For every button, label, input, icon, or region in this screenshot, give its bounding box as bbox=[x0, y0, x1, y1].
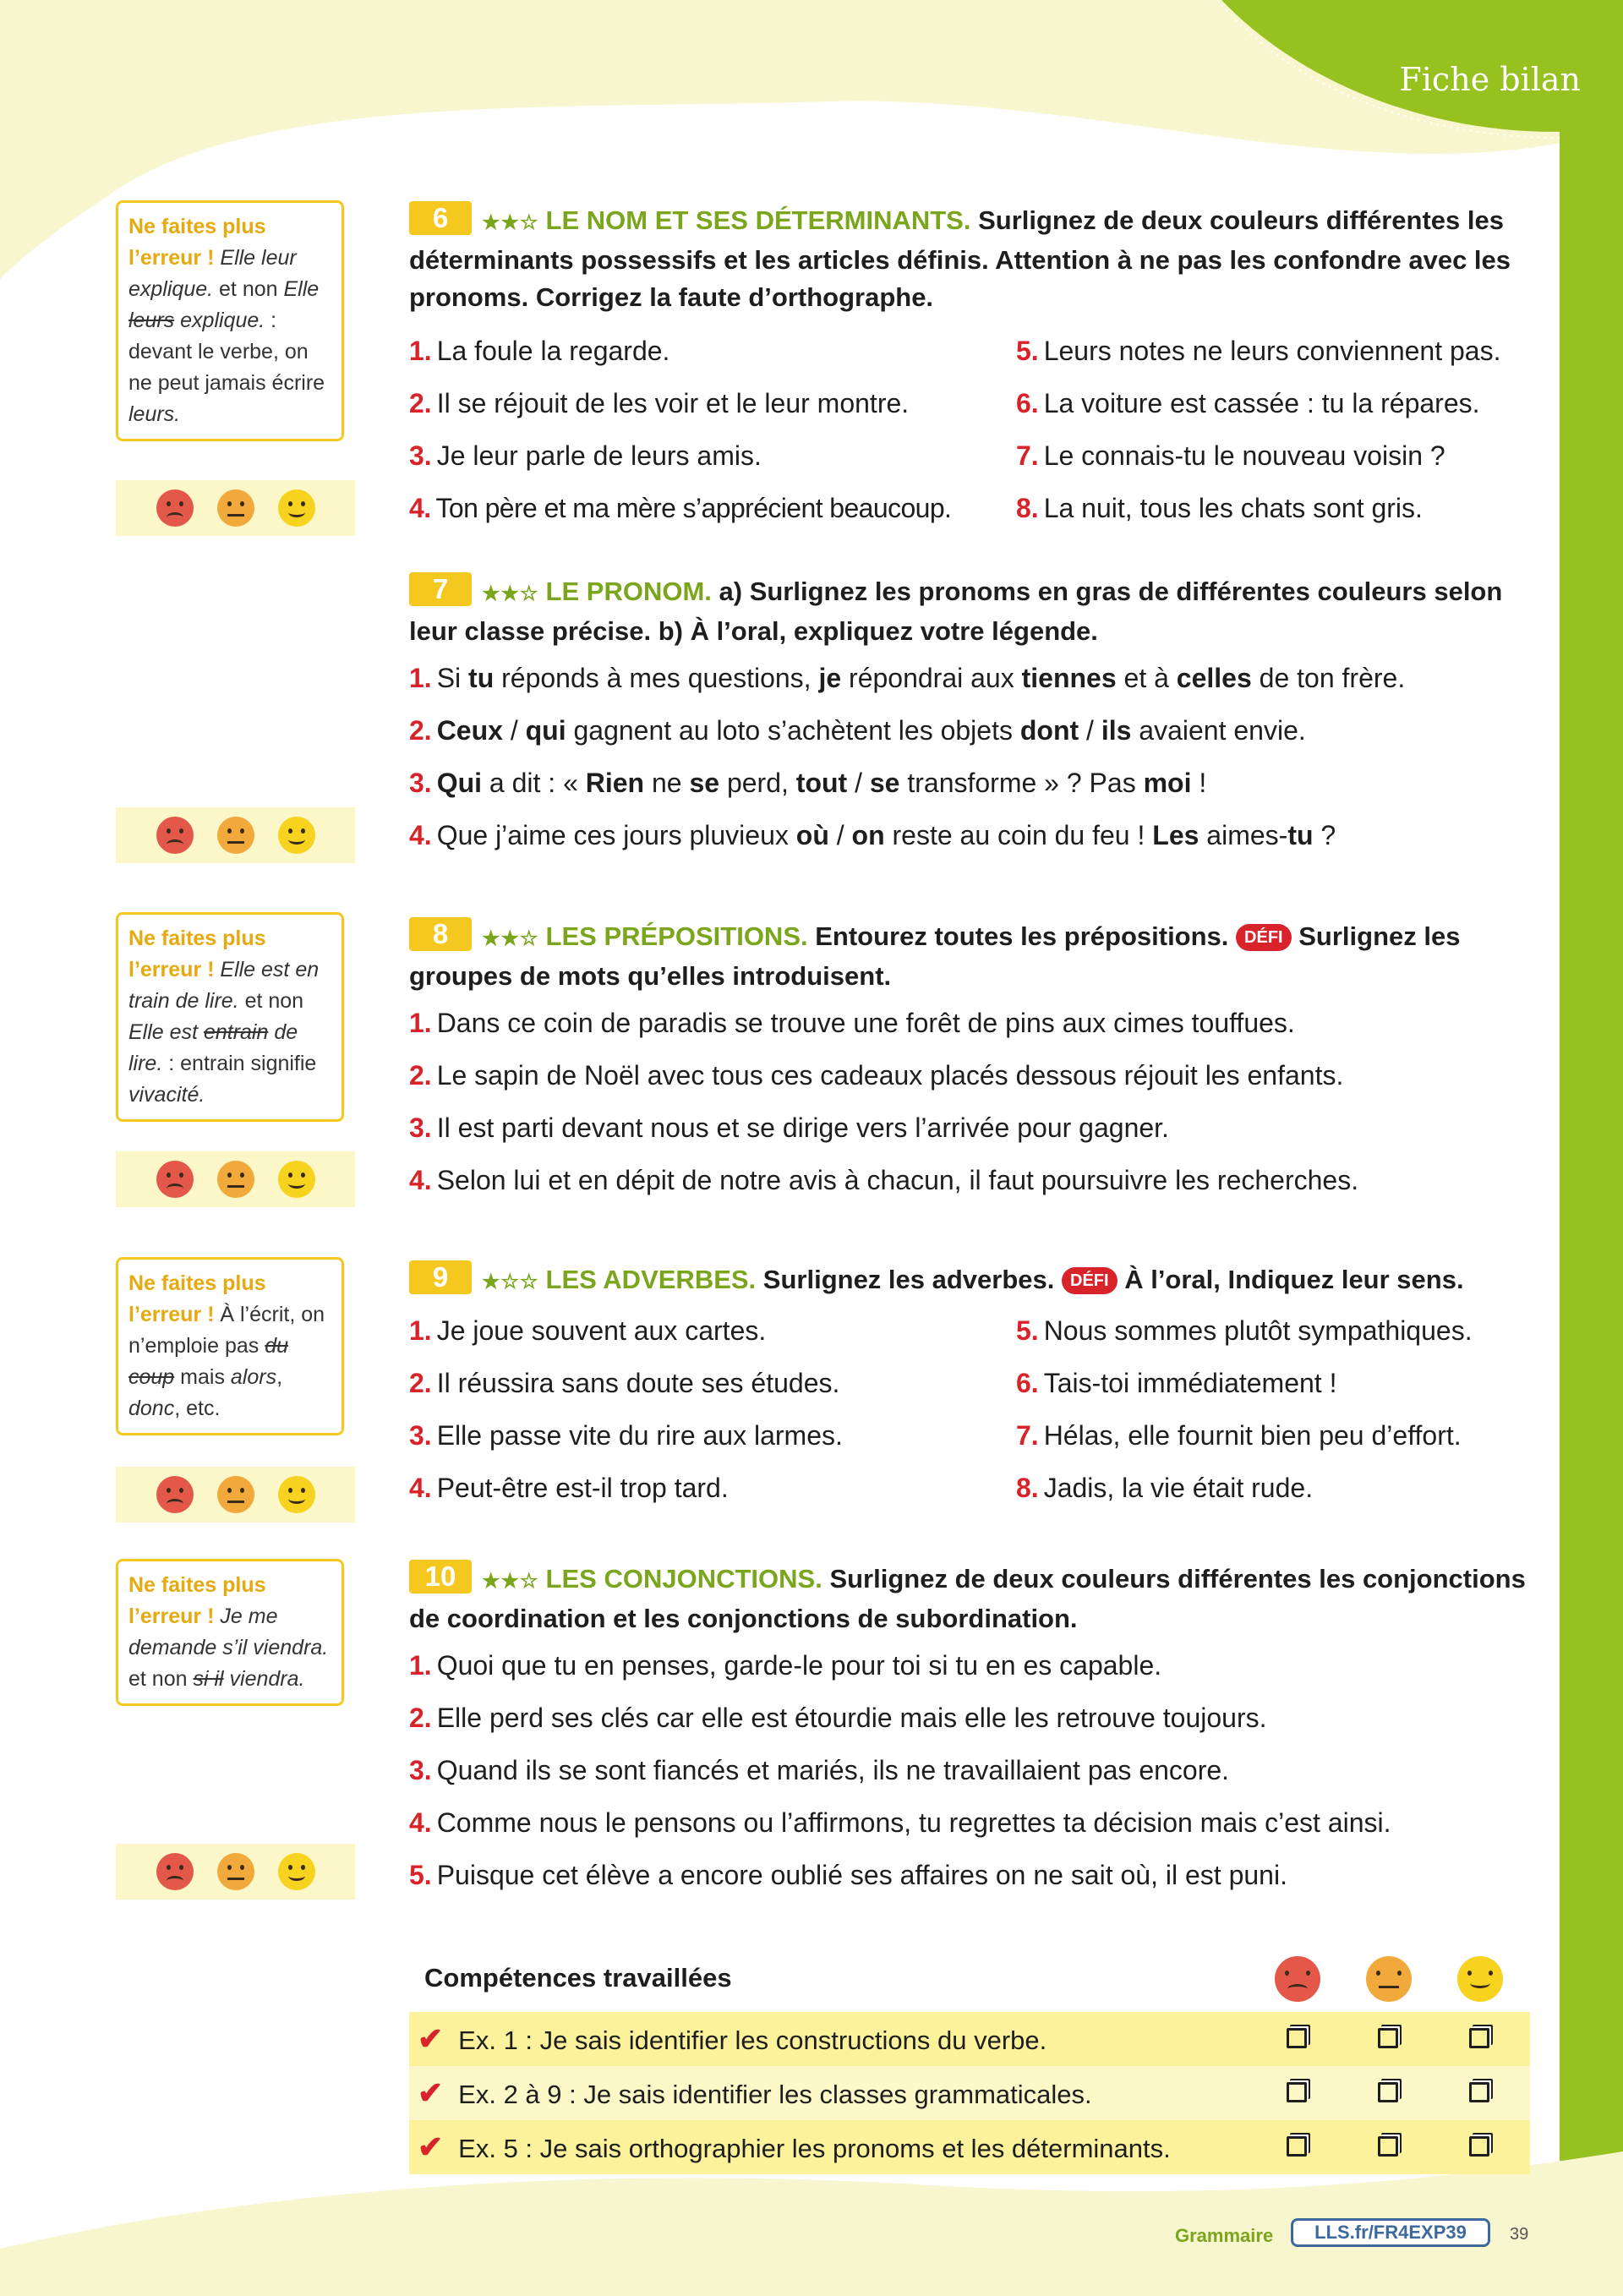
exercise-items bbox=[409, 1639, 1530, 1901]
exercise-9 bbox=[409, 1260, 1530, 1514]
item-number: 4. bbox=[409, 493, 431, 523]
checkbox[interactable] bbox=[1287, 2136, 1307, 2157]
item-text: réponds à mes questions, bbox=[494, 663, 819, 693]
item-text: Il réussira sans doute ses études. bbox=[436, 1368, 840, 1398]
exercise-item bbox=[409, 1049, 1530, 1102]
exercise-7 bbox=[409, 572, 1530, 861]
exercise-item bbox=[409, 997, 1530, 1049]
exercise-item bbox=[1016, 1462, 1530, 1514]
item-text: avaient envie. bbox=[1131, 715, 1306, 746]
item-text: reste au coin du feu ! bbox=[884, 820, 1153, 850]
item-text: Si bbox=[436, 663, 469, 693]
item-number: 4. bbox=[409, 1165, 432, 1195]
pronoun: tu bbox=[468, 663, 495, 693]
item-number: 2. bbox=[409, 1060, 432, 1091]
neutral-face-icon[interactable] bbox=[217, 489, 254, 527]
exercise-item bbox=[409, 1409, 1016, 1462]
happy-face-icon[interactable] bbox=[278, 1161, 315, 1198]
exercise-item bbox=[409, 1639, 1530, 1692]
tip-text: : entrain signifie bbox=[162, 1052, 317, 1075]
competence-text: Ex. 5 : Je sais orthographier les pronoms et les déterminants. bbox=[458, 2134, 1171, 2163]
tip-struck-word: si il bbox=[193, 1667, 224, 1691]
item-number: 1. bbox=[409, 1315, 432, 1346]
pronoun: Les bbox=[1152, 820, 1199, 850]
tip-text: alors bbox=[230, 1365, 277, 1389]
mood-bar bbox=[116, 807, 355, 863]
exercise-instruction: Surlignez de deux couleurs différentes les conjonctions de coordination et les conjonctions de subordination. bbox=[409, 1564, 1526, 1633]
exercise-instruction: Entourez toutes les prépositions. bbox=[815, 921, 1229, 951]
item-text: Je joue souvent aux cartes. bbox=[436, 1315, 767, 1346]
item-text: perd, bbox=[719, 768, 796, 798]
item-text: Le sapin de Noël avec tous ces cadeaux placés dessous réjouit les enfants. bbox=[436, 1060, 1344, 1091]
item-number: 8. bbox=[1016, 1473, 1039, 1503]
exercise-number: 8 bbox=[409, 917, 472, 951]
exercise-items bbox=[409, 997, 1530, 1206]
exercise-item bbox=[409, 325, 1016, 377]
tip-text: Elle bbox=[283, 277, 320, 301]
competences-header bbox=[409, 1944, 1530, 2012]
neutral-face-icon bbox=[1366, 1956, 1412, 2002]
difficulty-stars-icon: ★★☆ bbox=[482, 1570, 539, 1593]
tip-text: mais bbox=[174, 1365, 231, 1389]
defi-instruction: Surlignez les groupes de mots qu’elles introduisent. bbox=[409, 921, 1461, 991]
item-number: 1. bbox=[409, 336, 432, 366]
exercise-item bbox=[409, 429, 1016, 482]
exercise-heading bbox=[409, 572, 1530, 650]
tip-text: leurs. bbox=[128, 402, 181, 426]
item-text: ? bbox=[1313, 820, 1336, 850]
tip-box bbox=[116, 1559, 344, 1706]
exercise-item bbox=[409, 377, 1016, 429]
exercise-instruction: a) Surlignez les pronoms en gras de différentes couleurs selon leur classe précise. b) À l’oral, expliquez votre légende. bbox=[409, 577, 1503, 646]
neutral-face-icon[interactable] bbox=[217, 1161, 254, 1198]
neutral-face-icon[interactable] bbox=[217, 1853, 254, 1890]
exercise-item bbox=[1016, 1409, 1530, 1462]
tip-struck-word: leurs bbox=[128, 309, 175, 332]
exercise-heading bbox=[409, 917, 1530, 995]
item-text: transforme » ? Pas bbox=[899, 768, 1144, 798]
sad-face-icon[interactable] bbox=[156, 1476, 194, 1513]
tip-text: Elle leur explique. bbox=[128, 246, 297, 301]
item-text: Quoi que tu en penses, garde-le pour toi si tu en es capable. bbox=[436, 1650, 1162, 1681]
item-text: La foule la regarde. bbox=[436, 336, 670, 366]
sad-face-icon[interactable] bbox=[156, 1161, 194, 1198]
item-text: / bbox=[828, 820, 852, 850]
competence-row bbox=[409, 2012, 1530, 2066]
checkbox[interactable] bbox=[1287, 2082, 1307, 2102]
item-text: a dit : « bbox=[482, 768, 586, 798]
exercise-number: 10 bbox=[409, 1560, 472, 1594]
checkbox[interactable] bbox=[1469, 2028, 1489, 2048]
tip-head: Ne faites plus l’erreur ! bbox=[128, 215, 266, 270]
item-number: 4. bbox=[409, 820, 432, 850]
mood-bar bbox=[116, 480, 355, 536]
mood-bar bbox=[116, 1844, 355, 1900]
exercise-item bbox=[409, 1744, 1530, 1796]
exercise-item bbox=[409, 1357, 1016, 1409]
happy-face-icon[interactable] bbox=[278, 489, 315, 527]
checkmark-icon: ✔ bbox=[418, 2129, 444, 2164]
happy-face-icon bbox=[1457, 1956, 1503, 2002]
item-text: Peut-être est-il trop tard. bbox=[436, 1473, 729, 1503]
exercise-item bbox=[409, 1849, 1530, 1901]
tip-text: , etc. bbox=[174, 1397, 221, 1420]
exercise-item bbox=[409, 1462, 1016, 1514]
footer-link[interactable]: LLS.fr/FR4EXP39 bbox=[1291, 2218, 1490, 2247]
item-number: 4. bbox=[409, 1807, 432, 1838]
header-title: Fiche bilan bbox=[1399, 61, 1581, 98]
item-text: gagnent au loto s’achètent les objets bbox=[566, 715, 1020, 746]
mood-bar bbox=[116, 1151, 355, 1207]
item-number: 2. bbox=[409, 388, 432, 418]
pronoun: Ceux bbox=[436, 715, 503, 746]
item-number: 1. bbox=[409, 663, 432, 693]
checkbox[interactable] bbox=[1287, 2028, 1307, 2048]
item-number: 5. bbox=[409, 1860, 432, 1890]
footer-section-label: Grammaire bbox=[1175, 2225, 1274, 2246]
item-text: Selon lui et en dépit de notre avis à chacun, il faut poursuivre les recherches. bbox=[436, 1165, 1359, 1195]
competence-row bbox=[409, 2120, 1530, 2174]
checkbox[interactable] bbox=[1378, 2028, 1398, 2048]
item-text: répondrai aux bbox=[841, 663, 1022, 693]
checkbox[interactable] bbox=[1469, 2136, 1489, 2157]
item-text: aimes- bbox=[1199, 820, 1288, 850]
tip-text: , bbox=[276, 1365, 283, 1389]
defi-instruction: À l’oral, Indiquez leur sens. bbox=[1124, 1265, 1464, 1294]
difficulty-stars-icon: ★☆☆ bbox=[482, 1271, 539, 1293]
exercise-item bbox=[409, 1692, 1530, 1744]
exercise-10 bbox=[409, 1560, 1530, 1901]
exercise-title: LES PRÉPOSITIONS. bbox=[545, 921, 808, 951]
tip-text: Elle est bbox=[128, 1020, 204, 1044]
item-number: 5. bbox=[1016, 1315, 1039, 1346]
exercise-instruction: Surlignez les adverbes. bbox=[762, 1265, 1055, 1294]
competences-table bbox=[409, 1944, 1530, 2174]
exercise-item bbox=[409, 809, 1530, 861]
tip-text: viendra. bbox=[223, 1667, 305, 1691]
checkmark-icon: ✔ bbox=[418, 2075, 444, 2110]
exercise-number: 6 bbox=[409, 201, 472, 235]
exercise-item bbox=[1016, 429, 1530, 482]
item-text: Le connais-tu le nouveau voisin ? bbox=[1043, 440, 1445, 471]
item-text: ne bbox=[644, 768, 690, 798]
exercise-title: LE NOM ET SES DÉTERMINANTS. bbox=[545, 205, 971, 235]
item-text: Comme nous le pensons ou l’affirmons, tu regrettes ta décision mais c’est ainsi. bbox=[436, 1807, 1391, 1838]
item-text: Puisque cet élève a encore oublié ses affaires on ne sait où, il est puni. bbox=[436, 1860, 1287, 1890]
difficulty-stars-icon: ★★☆ bbox=[482, 927, 539, 950]
item-number: 3. bbox=[409, 440, 432, 471]
pronoun: ils bbox=[1101, 715, 1132, 746]
right-sidebar-band bbox=[1560, 118, 1623, 2206]
item-text: Nous sommes plutôt sympathiques. bbox=[1043, 1315, 1473, 1346]
item-text: Elle perd ses clés car elle est étourdie mais elle les retrouve toujours. bbox=[436, 1703, 1267, 1733]
exercise-heading bbox=[409, 201, 1530, 316]
checkbox[interactable] bbox=[1378, 2082, 1398, 2102]
item-text: Elle passe vite du rire aux larmes. bbox=[436, 1420, 843, 1451]
happy-face-icon[interactable] bbox=[278, 1476, 315, 1513]
pronoun: tiennes bbox=[1021, 663, 1117, 693]
item-number: 4. bbox=[409, 1473, 432, 1503]
item-text: Dans ce coin de paradis se trouve une forêt de pins aux cimes touffues. bbox=[436, 1008, 1295, 1038]
pronoun: Rien bbox=[585, 768, 645, 798]
item-text: Il se réjouit de les voir et le leur montre. bbox=[436, 388, 910, 418]
item-text: Jadis, la vie était rude. bbox=[1043, 1473, 1314, 1503]
tip-text: et non bbox=[128, 1667, 194, 1691]
pronoun: celles bbox=[1176, 663, 1252, 693]
exercise-item bbox=[409, 757, 1530, 809]
exercise-number: 7 bbox=[409, 572, 472, 606]
tip-text: et non bbox=[238, 989, 304, 1013]
item-text: / bbox=[502, 715, 526, 746]
competence-text: Ex. 1 : Je sais identifier les constructions du verbe. bbox=[458, 2025, 1047, 2055]
exercise-6 bbox=[409, 201, 1530, 534]
item-number: 7. bbox=[1016, 440, 1039, 471]
pronoun: tu bbox=[1287, 820, 1314, 850]
tip-head: Ne faites plus l’erreur ! bbox=[128, 1271, 266, 1326]
item-number: 6. bbox=[1016, 388, 1039, 418]
tip-text: donc bbox=[128, 1397, 175, 1420]
pronoun: Qui bbox=[436, 768, 483, 798]
tip-text: À l’écrit, on n’emploie pas bbox=[128, 1303, 325, 1358]
sad-face-icon bbox=[1275, 1956, 1320, 2002]
item-number: 3. bbox=[409, 1755, 432, 1785]
item-number: 7. bbox=[1016, 1420, 1039, 1451]
item-number: 1. bbox=[409, 1008, 432, 1038]
exercise-items bbox=[409, 652, 1530, 861]
neutral-face-icon[interactable] bbox=[217, 817, 254, 854]
exercise-item bbox=[409, 1796, 1530, 1849]
exercise-title: LE PRONOM. bbox=[545, 577, 712, 606]
exercise-instruction: Surlignez de deux couleurs différentes les déterminants possessifs et les articles définis. Attention à ne pas les confondre avec les pronoms. Corrigez la faute d’orthographe. bbox=[409, 205, 1511, 312]
item-number: 2. bbox=[409, 1703, 432, 1733]
exercise-items bbox=[409, 1304, 1530, 1514]
exercise-item bbox=[1016, 482, 1530, 534]
exercise-item bbox=[409, 1304, 1016, 1357]
item-number: 3. bbox=[409, 1112, 432, 1143]
item-text: de ton frère. bbox=[1251, 663, 1406, 693]
exercise-item bbox=[409, 482, 1016, 534]
tip-box bbox=[116, 1257, 344, 1435]
item-text: La voiture est cassée : tu la répares. bbox=[1043, 388, 1480, 418]
exercise-item bbox=[1016, 325, 1530, 377]
exercise-heading bbox=[409, 1560, 1530, 1637]
item-number: 3. bbox=[409, 1420, 432, 1451]
pronoun: se bbox=[869, 768, 900, 798]
tip-text: vivacité. bbox=[128, 1083, 205, 1107]
tip-text: Elle est en train de lire. bbox=[128, 958, 320, 1013]
exercise-heading bbox=[409, 1260, 1530, 1301]
tip-head: Ne faites plus l’erreur ! bbox=[128, 927, 266, 981]
exercise-title: LES ADVERBES. bbox=[545, 1265, 757, 1294]
tip-text: explique. bbox=[174, 309, 265, 332]
exercise-item bbox=[409, 704, 1530, 757]
pronoun: moi bbox=[1143, 768, 1192, 798]
item-text: Que j’aime ces jours pluvieux bbox=[436, 820, 796, 850]
pronoun: dont bbox=[1019, 715, 1079, 746]
exercise-items bbox=[409, 325, 1530, 534]
tip-box bbox=[116, 912, 344, 1122]
exercise-number: 9 bbox=[409, 1260, 472, 1294]
happy-face-icon[interactable] bbox=[278, 817, 315, 854]
exercise-title: LES CONJONCTIONS. bbox=[545, 1564, 822, 1594]
item-number: 8. bbox=[1016, 493, 1039, 523]
tip-box bbox=[116, 200, 344, 441]
item-number: 5. bbox=[1016, 336, 1039, 366]
competences-title: Compétences travaillées bbox=[424, 1963, 732, 1993]
item-text: Tais-toi immédiatement ! bbox=[1043, 1368, 1337, 1398]
item-text: La nuit, tous les chats sont gris. bbox=[1043, 493, 1423, 523]
tip-head: Ne faites plus l’erreur ! bbox=[128, 1573, 266, 1628]
defi-badge: DÉFI bbox=[1236, 924, 1292, 951]
difficulty-stars-icon: ★★☆ bbox=[482, 211, 539, 234]
item-text: Je leur parle de leurs amis. bbox=[436, 440, 762, 471]
tip-struck-word: du coup bbox=[128, 1334, 289, 1389]
exercise-item bbox=[1016, 1357, 1530, 1409]
item-number: 2. bbox=[409, 715, 432, 746]
item-text: Hélas, elle fournit bien peu d’effort. bbox=[1043, 1420, 1462, 1451]
pronoun: qui bbox=[525, 715, 566, 746]
exercise-8 bbox=[409, 917, 1530, 1206]
happy-face-icon[interactable] bbox=[278, 1853, 315, 1890]
item-number: 3. bbox=[409, 768, 432, 798]
item-text: Quand ils se sont fiancés et mariés, ils ne travaillaient pas encore. bbox=[436, 1755, 1230, 1785]
pronoun: tout bbox=[795, 768, 848, 798]
competence-text: Ex. 2 à 9 : Je sais identifier les classes grammaticales. bbox=[458, 2080, 1092, 2109]
item-text: Il est parti devant nous et se dirige vers l’arrivée pour gagner. bbox=[436, 1112, 1169, 1143]
defi-badge: DÉFI bbox=[1062, 1267, 1118, 1294]
item-text: / bbox=[847, 768, 870, 798]
difficulty-stars-icon: ★★☆ bbox=[482, 582, 539, 605]
sad-face-icon[interactable] bbox=[156, 1853, 194, 1890]
item-number: 6. bbox=[1016, 1368, 1039, 1398]
tip-text: de lire. bbox=[128, 1020, 298, 1075]
exercise-item bbox=[409, 1154, 1530, 1206]
tip-text: et non bbox=[213, 277, 284, 301]
exercise-item bbox=[409, 652, 1530, 704]
item-number: 1. bbox=[409, 1650, 432, 1681]
pronoun: se bbox=[689, 768, 720, 798]
checkbox[interactable] bbox=[1469, 2082, 1489, 2102]
exercise-item bbox=[1016, 377, 1530, 429]
tip-text: Je me demande s’il viendra. bbox=[128, 1604, 329, 1659]
item-number: 2. bbox=[409, 1368, 432, 1398]
page-number: 39 bbox=[1510, 2225, 1529, 2244]
checkmark-icon: ✔ bbox=[418, 2021, 444, 2056]
item-text: Ton père et ma mère s’apprécient beaucoup. bbox=[435, 493, 952, 523]
neutral-face-icon[interactable] bbox=[217, 1476, 254, 1513]
pronoun: je bbox=[818, 663, 842, 693]
item-text: Leurs notes ne leurs conviennent pas. bbox=[1043, 336, 1501, 366]
checkbox[interactable] bbox=[1378, 2136, 1398, 2157]
exercise-item bbox=[409, 1102, 1530, 1154]
sad-face-icon[interactable] bbox=[156, 489, 194, 527]
item-text: / bbox=[1079, 715, 1101, 746]
exercise-item bbox=[1016, 1304, 1530, 1357]
pronoun: où bbox=[795, 820, 829, 850]
item-text: ! bbox=[1191, 768, 1207, 798]
item-text: et à bbox=[1116, 663, 1177, 693]
tip-text: : devant le verbe, on ne peut jamais écrire bbox=[128, 309, 325, 395]
mood-bar bbox=[116, 1467, 355, 1522]
competence-row bbox=[409, 2066, 1530, 2120]
sad-face-icon[interactable] bbox=[156, 817, 194, 854]
tip-struck-word: entrain bbox=[203, 1020, 269, 1044]
pronoun: on bbox=[851, 820, 885, 850]
